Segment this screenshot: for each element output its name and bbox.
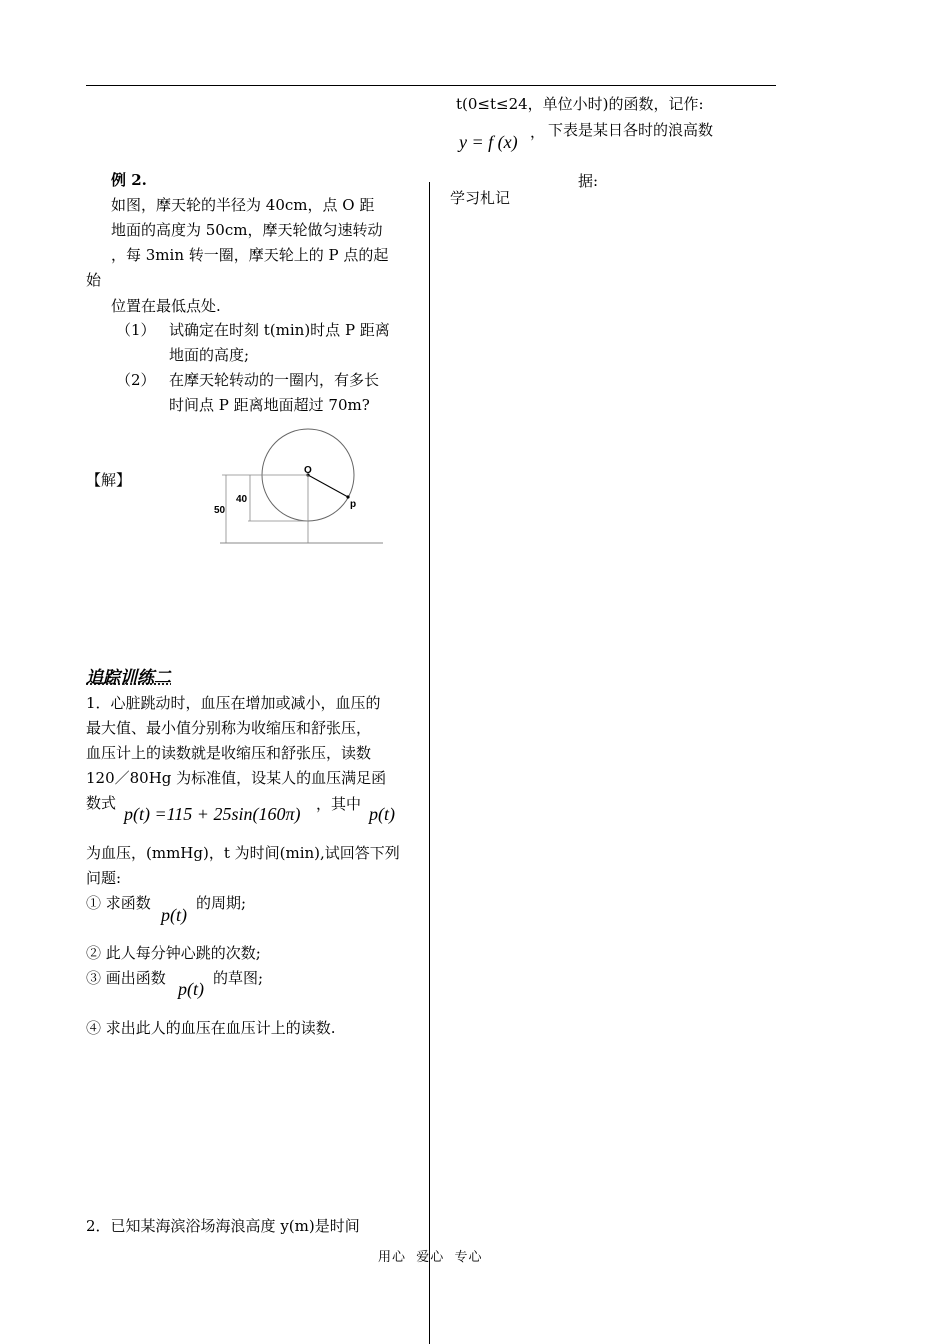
question-2-line-1: 在摩天轮转动的一圈内，有多长 [169, 371, 380, 389]
question-2-line-2: 时间点 P 距离地面超过 70m? [169, 396, 370, 414]
formula-mid-text: ，其中 [316, 795, 362, 813]
ferris-wheel-figure [200, 425, 390, 550]
item-3-prefix: ③ 画出函数 [86, 969, 166, 987]
column-divider [429, 182, 430, 1344]
label-50: 50 [214, 505, 226, 516]
header-rule [86, 85, 776, 86]
training-q1-line-1: 1．心脏跳动时，血压在增加或减小，血压的 [86, 694, 381, 712]
footer-text: 用心 爱心 专心 [378, 1250, 483, 1265]
example-line-5: 位置在最低点处. [111, 297, 221, 315]
example-title: 例 2. [111, 171, 147, 189]
solution-label: 【解】 [86, 471, 132, 489]
right-line-1: t(0≤t≤24，单位小时)的函数，记作: [456, 95, 704, 113]
right-line-3: 据: [578, 172, 599, 190]
label-o: O [304, 465, 312, 476]
training-q1-line-6: 问题: [86, 869, 122, 887]
item-1-suffix: 的周期; [196, 894, 247, 912]
radius-op-line [308, 475, 348, 497]
training-q1-line-3: 血压计上的读数就是收缩压和舒张压，读数 [86, 744, 372, 762]
example-line-4: 始 [86, 271, 102, 289]
item-3-pt: p(t) [178, 979, 204, 999]
formula-prefix: 数式 [86, 794, 117, 812]
formula-pt: p(t) =115 + 25sin(160π) [124, 804, 301, 824]
item-1-pt: p(t) [161, 905, 187, 925]
item-4: ④ 求出此人的血压在血压计上的读数. [86, 1019, 336, 1037]
training-q1-line-5: 为血压，(mmHg)，t 为时间(min),试回答下列 [86, 844, 400, 862]
training-heading: 追踪训练二 [86, 668, 171, 687]
training-q1-line-4: 120／80Hg 为标准值，设某人的血压满足函 [86, 769, 387, 787]
item-2: ② 此人每分钟心跳的次数; [86, 944, 261, 962]
label-p: p [350, 499, 357, 510]
right-comma: ， [530, 123, 546, 141]
example-line-3: ，每 3min 转一圈，摩天轮上的 P 点的起 [111, 246, 389, 264]
example-line-1: 如图，摩天轮的半径为 40cm，点 O 距 [111, 196, 375, 214]
item-1-prefix: ① 求函数 [86, 894, 151, 912]
formula-y-fx: y = f (x) [459, 132, 518, 152]
training-q2: 2．已知某海滨浴场海浪高度 y(m)是时间 [86, 1217, 360, 1235]
question-1-line-1: 试确定在时刻 t(min)时点 P 距离 [169, 321, 390, 339]
label-40: 40 [236, 494, 248, 505]
formula-pt-symbol: p(t) [369, 804, 395, 824]
notes-label: 学习札记 [450, 189, 511, 207]
training-q1-line-2: 最大值、最小值分别称为收缩压和舒张压， [86, 719, 372, 737]
example-line-2: 地面的高度为 50cm，摩天轮做匀速转动 [111, 221, 383, 239]
question-2-number: （2） [116, 371, 156, 389]
right-line-2: 下表是某日各时的浪高数 [548, 121, 714, 139]
question-1-number: （1） [116, 321, 156, 339]
question-1-line-2: 地面的高度; [169, 346, 250, 364]
item-3-suffix: 的草图; [213, 969, 264, 987]
